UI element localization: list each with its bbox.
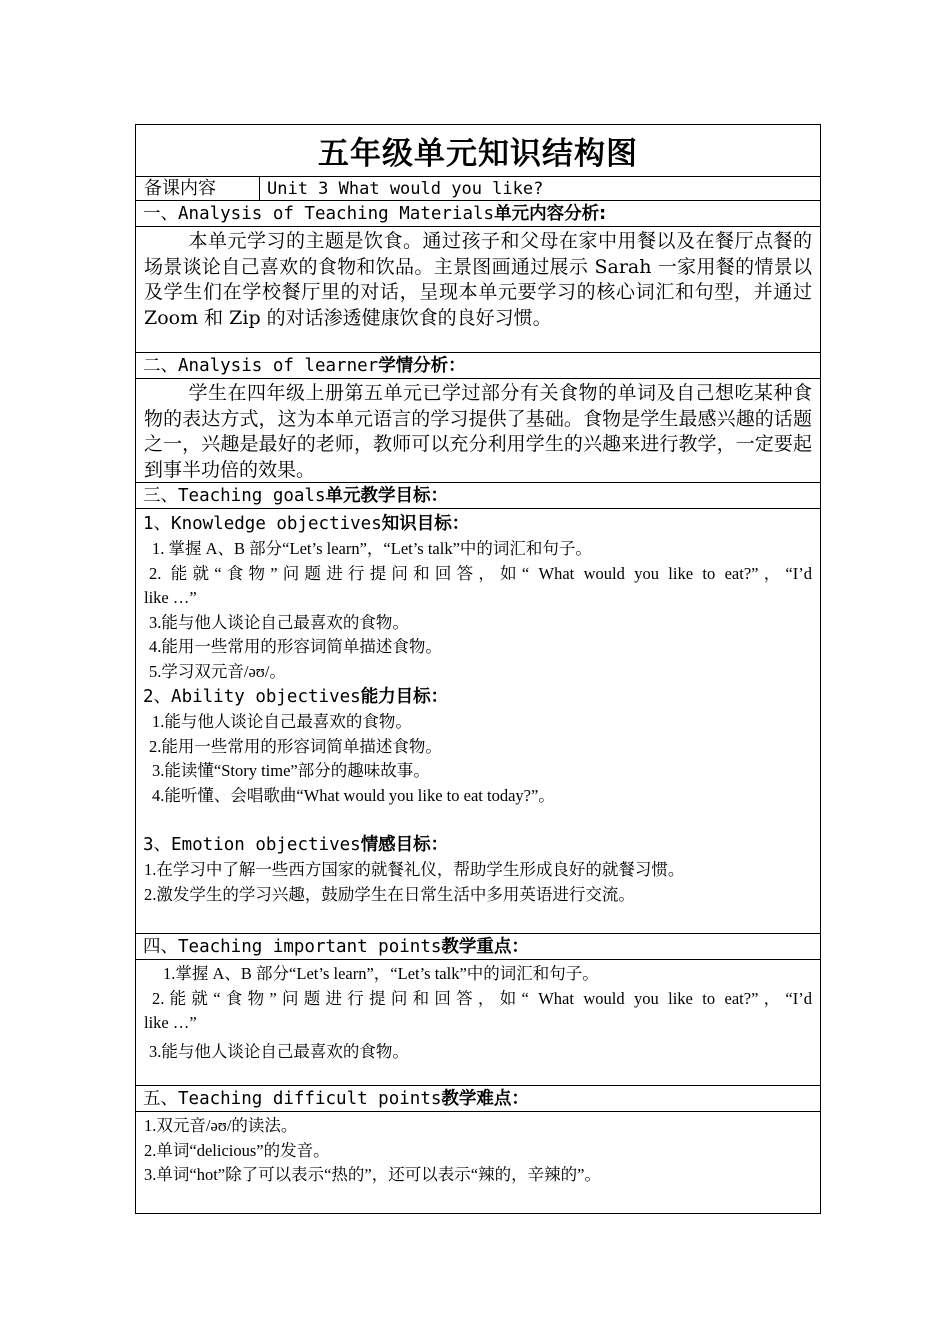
section2-heading-prefix: 二、Analysis of learner (143, 356, 379, 376)
section1-heading-prefix: 一、Analysis of Teaching Materials (143, 204, 495, 224)
section2-paragraph (136, 379, 820, 483)
emotion-heading-prefix: 3、Emotion objectives (143, 835, 361, 855)
list-item-continuation: like …” (144, 1013, 197, 1032)
list-item: 2.能用一些常用的形容词简单描述食物。 (149, 736, 442, 756)
section3-body (136, 509, 820, 934)
emotion-heading (136, 832, 820, 858)
list-item: 1.在学习中了解一些西方国家的就餐礼仪，帮助学生形成良好的就餐习惯。 (144, 860, 685, 879)
list-item: 3.能与他人谈论自己最喜欢的食物。 (149, 612, 409, 632)
list-item: 3.能与他人谈论自己最喜欢的食物。 (149, 1041, 409, 1061)
section2-text: 学生在四年级上册第五单元已学过部分有关食物的单词及自己想吃某种食物的表达方式，这为本单元语言的学习提供了基础。食物是学生最感兴趣的话题之一，兴趣是最好的老师，教师可以充分利用学生的兴趣来进行教学，一定要起到事半功倍的效果。 (144, 382, 812, 481)
section2-body (136, 379, 820, 483)
spacer (136, 808, 820, 832)
list-item: 2.单词“delicious”的发音。 (144, 1140, 330, 1160)
list-item: 2.能就“食物”问题进行提问和回答，如“ What would you like to eat?”，“I’d (152, 988, 812, 1008)
lesson-label: 备课内容 (136, 177, 260, 200)
section5-body (136, 1112, 820, 1213)
knowledge-heading (136, 511, 820, 537)
page-title: 五年级单元知识结构图 (318, 136, 638, 172)
knowledge-heading-prefix: 1、Knowledge objectives (143, 514, 382, 534)
list-item-continuation: like …” (144, 588, 197, 607)
section1-text: 本单元学习的主题是饮食。通过孩子和父母在家中用餐以及在餐厅点餐的场景谈论自己喜欢的食物和饮品。主景图画通过展示 Sarah 一家用餐的情景以及学生们在学校餐厅里的对话，呈现本单元要学习的核心词汇和句型，并通过 Zoom 和 Zip 的对话渗透健康饮食的良好习惯。 (144, 230, 812, 329)
knowledge-heading-cn: 知识目标： (381, 514, 470, 534)
list-item: 5.学习双元音/əʊ/。 (149, 661, 286, 681)
list-item: 2. 能就“食物”问题进行提问和回答，如“ What would you like to eat?”，“I’d (149, 563, 812, 583)
section3-heading-prefix: 三、Teaching goals (143, 486, 326, 506)
list-item: 1.双元音/əʊ/的读法。 (144, 1116, 298, 1135)
lesson-value: Unit 3 What would you like? (267, 179, 544, 199)
section4-heading-prefix: 四、Teaching important points (143, 937, 442, 957)
section5-heading-prefix: 五、Teaching difficult points (143, 1089, 442, 1109)
unit-knowledge-table (135, 124, 821, 1214)
section2-heading (136, 353, 820, 379)
list-item: 3.能读懂“Story time”部分的趣味故事。 (152, 761, 430, 780)
list-item: 1. 掌握 A、B 部分“Let’s learn”，“Let’s talk”中的词汇和句子。 (152, 539, 592, 558)
section4-heading-cn: 教学重点： (441, 937, 529, 957)
ability-heading-cn: 能力目标： (360, 687, 449, 707)
section3-heading (136, 483, 820, 509)
section1-heading (136, 201, 820, 227)
list-item: 1.掌握 A、B 部分“Let’s learn”，“Let’s talk”中的词汇和句子。 (163, 964, 599, 983)
list-item: 4.能用一些常用的形容词简单描述食物。 (149, 637, 442, 656)
section1-body (136, 227, 820, 353)
ability-heading-prefix: 2、Ability objectives (143, 687, 361, 707)
ability-heading (136, 684, 820, 710)
section4-body (136, 960, 820, 1086)
section5-heading-cn: 教学难点： (441, 1089, 529, 1109)
section5-heading (136, 1086, 820, 1112)
section3-heading-cn: 单元教学目标： (325, 486, 449, 506)
title-row (136, 125, 820, 177)
list-item: 2.激发学生的学习兴趣，鼓励学生在日常生活中多用英语进行交流。 (144, 884, 635, 904)
section1-heading-cn: 单元内容分析: (494, 204, 607, 224)
list-item: 1.能与他人谈论自己最喜欢的食物。 (152, 712, 412, 731)
emotion-heading-cn: 情感目标： (360, 835, 449, 855)
lesson-row (136, 177, 820, 201)
section4-heading (136, 934, 820, 960)
section1-paragraph (136, 227, 820, 331)
list-item: 3.单词“hot”除了可以表示“热的”，还可以表示“辣的，辛辣的”。 (144, 1165, 601, 1184)
list-item: 4.能听懂、会唱歌曲“What would you like to eat today?”。 (152, 785, 555, 805)
section2-heading-cn: 学情分析： (378, 356, 466, 376)
